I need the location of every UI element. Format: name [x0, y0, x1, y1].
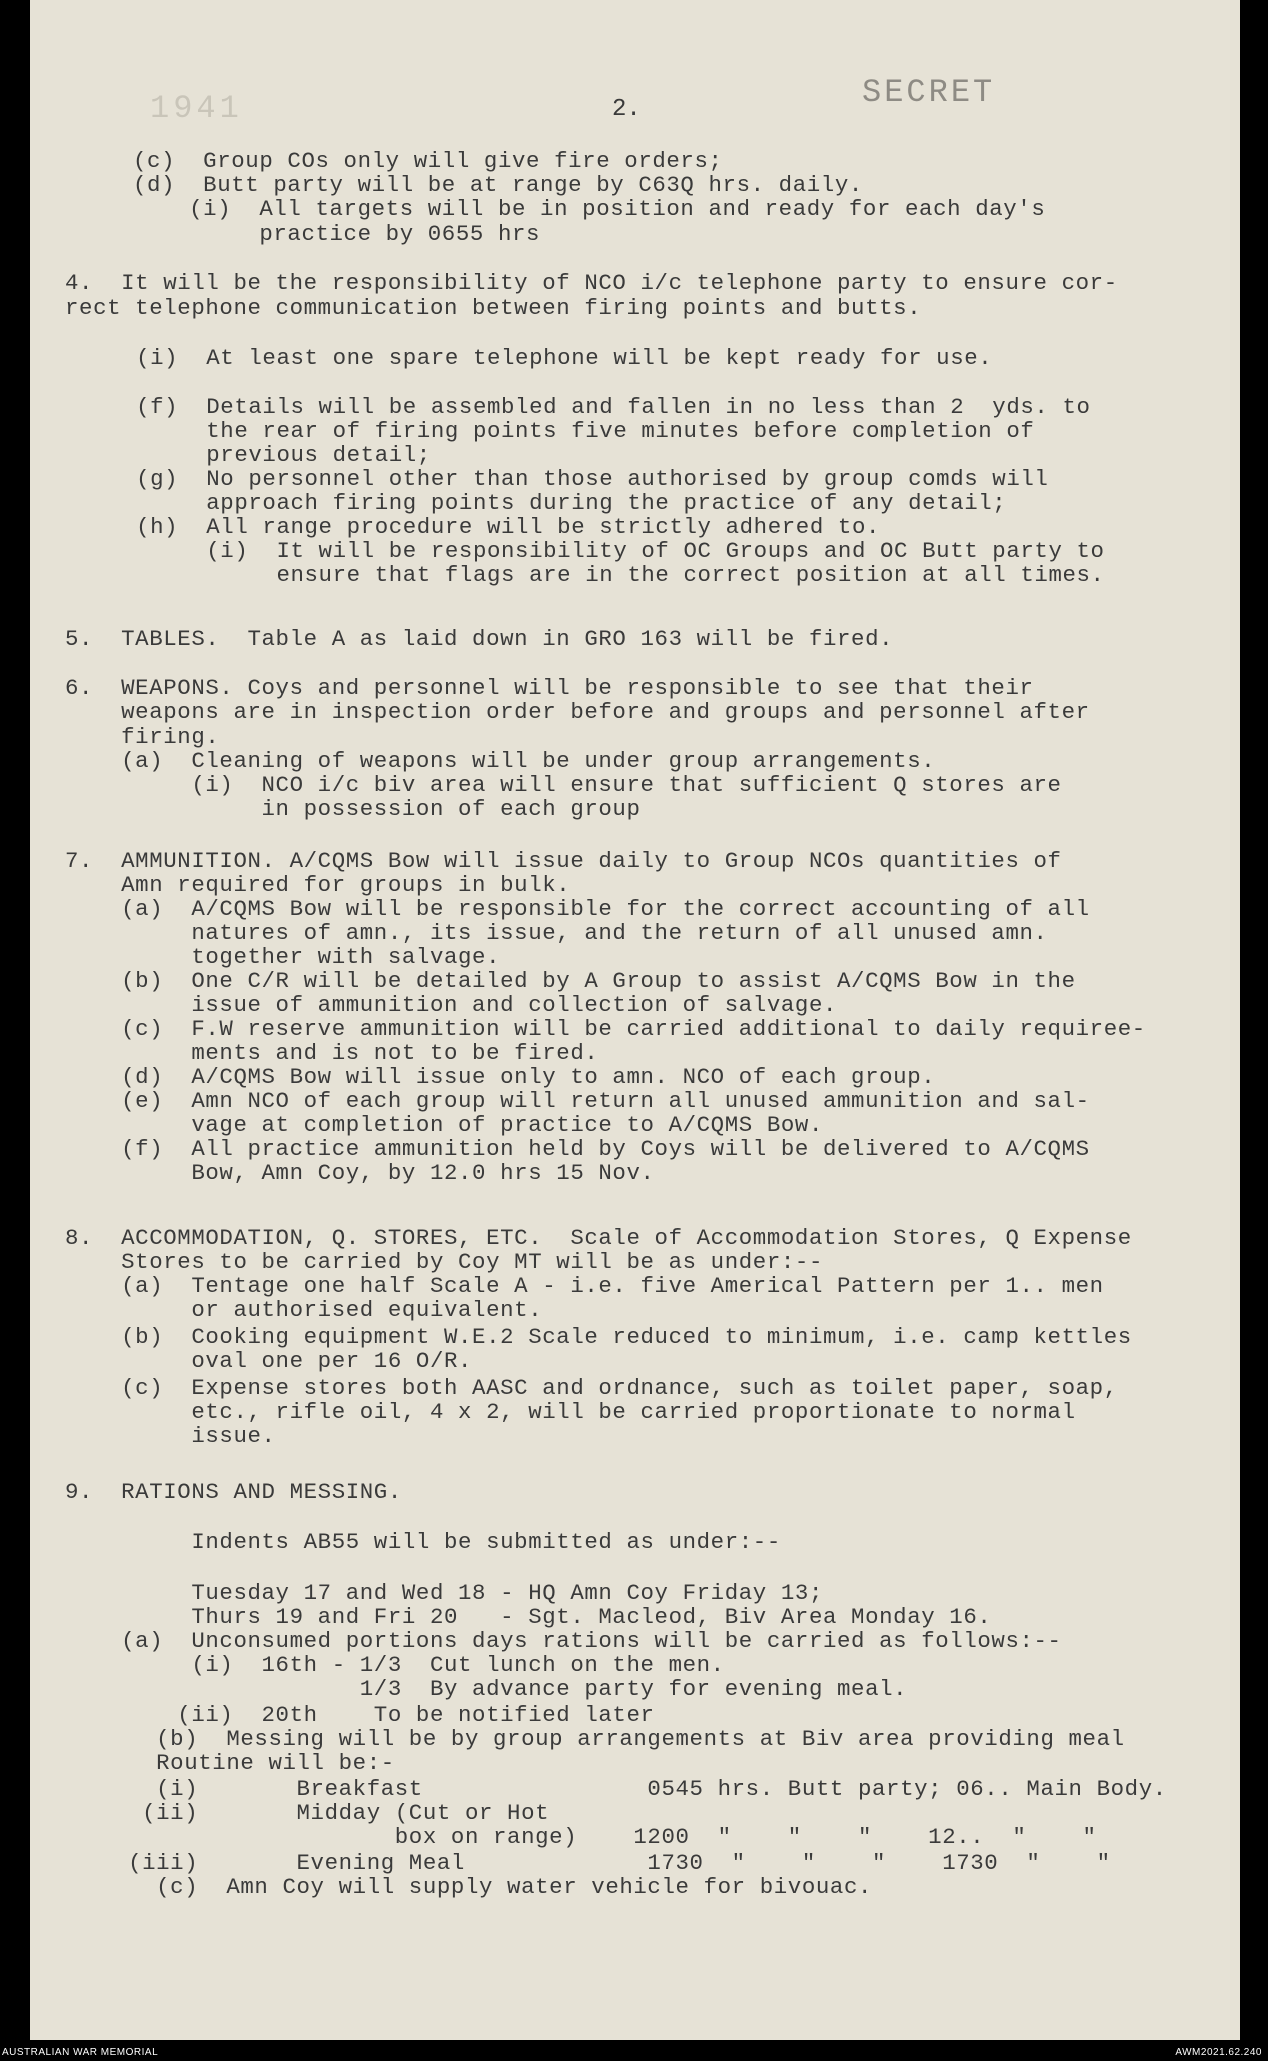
text-line: 4. It will be the responsibility of NCO i/c telephone party to ensure cor-: [65, 270, 1118, 296]
text-line: (ii) Midday (Cut or Hot: [100, 1800, 550, 1826]
text-line: 9. RATIONS AND MESSING.: [65, 1479, 402, 1505]
text-line: or authorised equivalent.: [65, 1297, 543, 1323]
text-line: rect telephone communication between firing points and butts.: [65, 295, 922, 321]
text-line: (d) A/CQMS Bow will issue only to amn. NCO of each group.: [65, 1064, 936, 1090]
text-line: (a) Tentage one half Scale A - i.e. five Americal Pattern per 1.. men: [65, 1273, 1104, 1299]
text-line: (c) Group COs only will give fire orders;: [133, 148, 723, 174]
text-line: (c) Amn Coy will supply water vehicle for bivouac.: [100, 1874, 873, 1900]
text-line: issue.: [65, 1423, 276, 1449]
text-line: in possession of each group: [65, 796, 641, 822]
text-line: weapons are in inspection order before and groups and personnel after: [65, 699, 1090, 725]
text-line: (i) It will be responsibility of OC Groups and OC Butt party to: [108, 538, 1105, 564]
text-line: (f) Details will be assembled and fallen in no less than 2 yds. to: [108, 394, 1091, 420]
text-line: (b) Cooking equipment W.E.2 Scale reduced to minimum, i.e. camp kettles: [65, 1324, 1132, 1350]
text-line: 6. WEAPONS. Coys and personnel will be responsible to see that their: [65, 675, 1034, 701]
text-line: together with salvage.: [65, 944, 501, 970]
text-line: box on range) 1200 " " " 12.. " ": [100, 1824, 1097, 1850]
text-line: Amn required for groups in bulk.: [65, 872, 571, 898]
text-line: (i) All targets will be in position and ready for each day's: [133, 196, 1046, 222]
page-number: 2.: [612, 96, 641, 123]
text-line: (a) Cleaning of weapons will be under group arrangements.: [65, 748, 936, 774]
text-line: (iii) Evening Meal 1730 " " " 1730 " ": [100, 1850, 1111, 1876]
footer-archive-id: AWM2021.62.240: [1175, 2047, 1262, 2058]
text-line: ensure that flags are in the correct position at all times.: [108, 562, 1105, 588]
text-line: Tuesday 17 and Wed 18 - HQ Amn Coy Friday 13;: [65, 1580, 823, 1606]
text-line: Bow, Amn Coy, by 12.0 hrs 15 Nov.: [65, 1160, 655, 1186]
text-line: (a) Unconsumed portions days rations will be carried as follows:--: [65, 1628, 1062, 1654]
footer-archive-name: AUSTRALIAN WAR MEMORIAL: [2, 2047, 159, 2058]
text-line: (i) Breakfast 0545 hrs. Butt party; 06.. Main Body.: [100, 1776, 1167, 1802]
text-line: 1/3 By advance party for evening meal.: [65, 1676, 908, 1702]
text-line: firing.: [65, 724, 220, 750]
text-line: 8. ACCOMMODATION, Q. STORES, ETC. Scale of Accommodation Stores, Q Expense: [65, 1225, 1132, 1251]
text-line: issue of ammunition and collection of salvage.: [65, 992, 838, 1018]
text-line: (g) No personnel other than those authorised by group comds will: [108, 466, 1049, 492]
text-line: (e) Amn NCO of each group will return all unused ammunition and sal-: [65, 1088, 1090, 1114]
text-line: 5. TABLES. Table A as laid down in GRO 163 will be fired.: [65, 626, 894, 652]
text-line: 7. AMMUNITION. A/CQMS Bow will issue daily to Group NCOs quantities of: [65, 848, 1062, 874]
text-line: etc., rifle oil, 4 x 2, will be carried proportionate to normal: [65, 1399, 1076, 1425]
text-line: ments and is not to be fired.: [65, 1040, 599, 1066]
text-line: (c) Expense stores both AASC and ordnance, such as toilet paper, soap,: [65, 1375, 1118, 1401]
text-line: (c) F.W reserve ammunition will be carried additional to daily requiree-: [65, 1016, 1146, 1042]
faded-stamp-left: 1941: [150, 90, 243, 127]
text-line: (d) Butt party will be at range by C63Q hrs. daily.: [133, 172, 863, 198]
text-line: (h) All range procedure will be strictly adhered to.: [108, 514, 881, 540]
text-line: (f) All practice ammunition held by Coys will be delivered to A/CQMS: [65, 1136, 1090, 1162]
text-line: (a) A/CQMS Bow will be responsible for the correct accounting of all: [65, 896, 1090, 922]
faded-stamp-right: SECRET: [862, 74, 996, 111]
text-line: Indents AB55 will be submitted as under:--: [65, 1529, 781, 1555]
text-line: the rear of firing points five minutes before completion of: [108, 418, 1035, 444]
text-line: Thurs 19 and Fri 20 - Sgt. Macleod, Biv Area Monday 16.: [65, 1604, 992, 1630]
text-line: (b) Messing will be by group arrangements at Biv area providing meal: [100, 1726, 1125, 1752]
text-line: (i) 16th - 1/3 Cut lunch on the men.: [65, 1652, 725, 1678]
text-line: oval one per 16 O/R.: [65, 1348, 473, 1374]
text-line: (b) One C/R will be detailed by A Group to assist A/CQMS Bow in the: [65, 968, 1076, 994]
text-line: Stores to be carried by Coy MT will be as under:--: [65, 1249, 823, 1275]
text-line: natures of amn., its issue, and the return of all unused amn.: [65, 920, 1048, 946]
text-line: Routine will be:-: [100, 1750, 395, 1776]
text-line: vage at completion of practice to A/CQMS Bow.: [65, 1112, 823, 1138]
text-line: (i) At least one spare telephone will be kept ready for use.: [108, 345, 993, 371]
text-line: practice by 0655 hrs: [133, 221, 541, 247]
text-line: (ii) 20th To be notified later: [65, 1702, 655, 1728]
text-line: (i) NCO i/c biv area will ensure that sufficient Q stores are: [65, 772, 1062, 798]
text-line: previous detail;: [108, 442, 431, 468]
text-line: approach firing points during the practice of any detail;: [108, 490, 1007, 516]
